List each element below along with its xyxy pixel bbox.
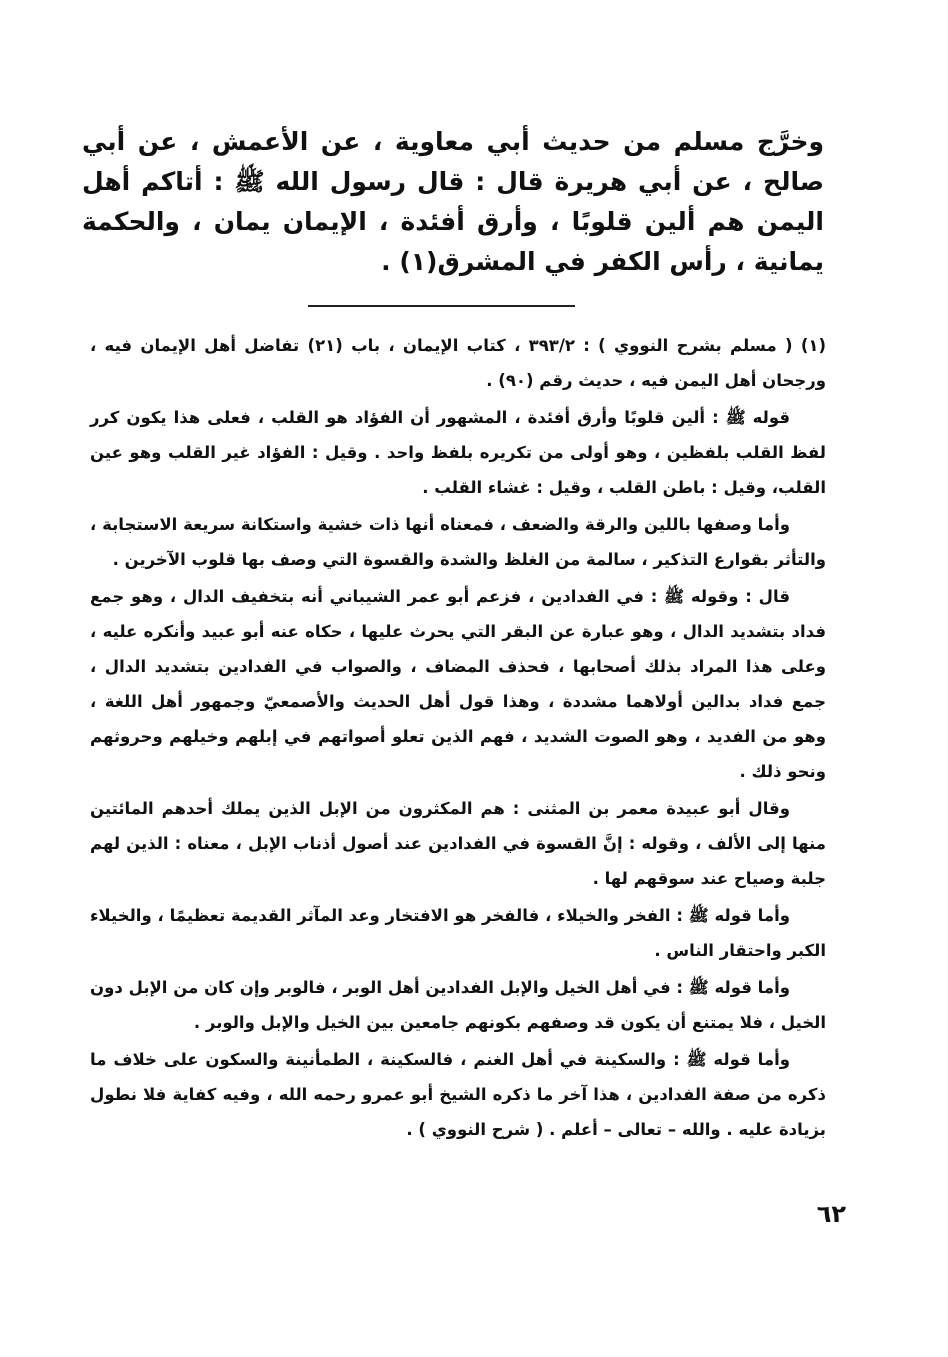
footnote-paragraph: قوله ﷺ : ألين قلوبًا وأرق أفئدة ، المشهور أن الفؤاد هو القلب ، فعلى هذا يكون كرر لفظ القلب بلفظين ، وهو أولى من تكريره بلفظ واحد . وقيل : الفؤاد غير القلب وهو عين القلب، وقيل : باطن القلب ، وقيل : غشاء القلب .: [90, 408, 826, 497]
main-text-block: [82, 122, 824, 282]
footnote-paragraph: وقال أبو عبيدة معمر بن المثنى : هم المكثرون من الإبل الذين يملك أحدهم المائتين منها إلى الألف ، وقوله : إنَّ القسوة في الفدادين عند أصول أذناب الإبل ، معناه : الذين لهم جلبة وصياح عند سوقهم لها .: [90, 799, 826, 888]
footnote-paragraph: وأما قوله ﷺ : الفخر والخيلاء ، فالفخر هو الافتخار وعد المآثر القديمة تعظيمًا ، والخيلاء الكبر واحتقار الناس .: [90, 906, 826, 960]
page-number: ٦٢: [816, 1200, 846, 1228]
footnote-paragraph: وأما قوله ﷺ : والسكينة في أهل الغنم ، فالسكينة ، الطمأنينة والسكون على خلاف ما ذكره من صفة الفدادين ، هذا آخر ما ذكره الشيخ أبو عمرو رحمه الله ، وفيه كفاية فلا نطول بزيادة عليه . والله – تعالى – أعلم . ( شرح النووي ) .: [90, 1050, 826, 1139]
footnote-separator: [308, 305, 575, 307]
footnote-reference: (١) ( مسلم بشرح النووي ) : ٣٩٣/٢ ، كتاب الإيمان ، باب (٢١) تفاضل أهل الإيمان فيه ، ورجحان أهل اليمن فيه ، حديث رقم (٩٠) .: [90, 336, 826, 390]
footnote-paragraph: وأما وصفها باللين والرقة والضعف ، فمعناه أنها ذات خشية واستكانة سريعة الاستجابة ، والتأثر بقوارع التذكير ، سالمة من الغلظ والشدة والقسوة التي وصف بها قلوب الآخرين .: [90, 515, 826, 569]
footnote-paragraph: قال : وقوله ﷺ : في الفدادين ، فزعم أبو عمر الشيباني أنه بتخفيف الدال ، وهو جمع فداد بتشديد الدال ، وهو عبارة عن البقر التي يحرث عليها ، حكاه عنه أبو عبيد وأنكره عليه ، وعلى هذا المراد بذلك أصحابها ، فحذف المضاف ، والصواب في الفدادين بتشديد الدال ، جمع فداد بدالين أولاهما مشددة ، وهذا قول أهل الحديث والأصمعيّ وجمهور أهل اللغة ، وهو من الفديد ، وهو الصوت الشديد ، فهم الذين تعلو أصواتهم في إبلهم وخيلهم وحروثهم ونحو ذلك .: [90, 587, 826, 781]
footnote-paragraph: وأما قوله ﷺ : في أهل الخيل والإبل الفدادين أهل الوبر ، فالوبر وإن كان من الإبل دون الخيل ، فلا يمتنع أن يكون قد وصفهم بكونهم جامعين بين الخيل والإبل والوبر .: [90, 978, 826, 1032]
main-paragraph: وخرَّج مسلم من حديث أبي معاوية ، عن الأعمش ، عن أبي صالح ، عن أبي هريرة قال : قال رسول الله ﷺ : أتاكم أهل اليمن هم ألين قلوبًا ، وأرق أفئدة ، الإيمان يمان ، والحكمة يمانية ، رأس الكفر في المشرق(١) .: [82, 127, 824, 276]
footnotes-block: [90, 328, 826, 1149]
